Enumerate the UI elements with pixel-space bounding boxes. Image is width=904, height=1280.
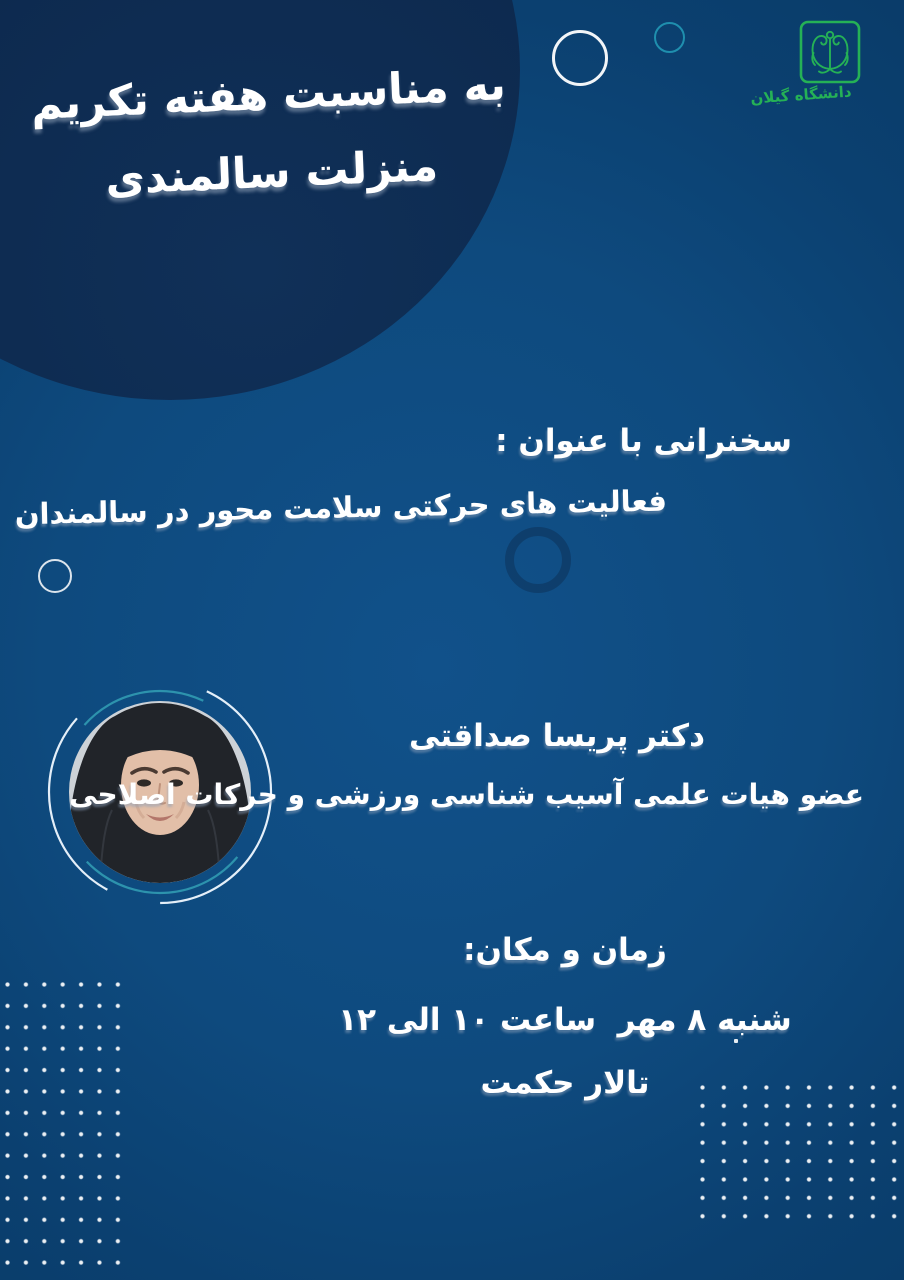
decor-circle-white-large [552,30,608,86]
decor-ring-faint [505,527,571,593]
dot-grid-bottom-right [700,1085,898,1219]
university-name: دانشگاه گیلان [749,82,853,108]
speaker-info [69,714,864,814]
decor-circle-teal [654,22,685,53]
schedule-block [240,928,890,1106]
poster-title-line1: به مناسبت هفته تکریم [30,60,507,130]
university-emblem-icon [799,20,861,84]
speaker-name: دکتر پریسا صداقتی [408,718,705,754]
lecture-label: سخنرانی با عنوان : [495,423,792,459]
lecture-topic: فعالیت های حرکتی سلامت محور در سالمندان [14,483,668,532]
speaker-affiliation: عضو هیات علمی آسیب شناسی ورزشی و حرکات اصلاحی [69,777,864,811]
university-logo [741,20,861,108]
poster-title [27,46,513,222]
dot-grid-bottom-left [5,982,121,1266]
poster-title-line2: منزلت سالمندی [104,141,439,206]
schedule-location: تالار حکمت [480,1064,650,1101]
schedule-datetime: شنبه ۸ مهر ساعت ۱۰ الی ۱۲ [338,1001,792,1038]
schedule-heading: زمان و مکان: [463,932,667,968]
decor-circle-white-small [38,559,72,593]
